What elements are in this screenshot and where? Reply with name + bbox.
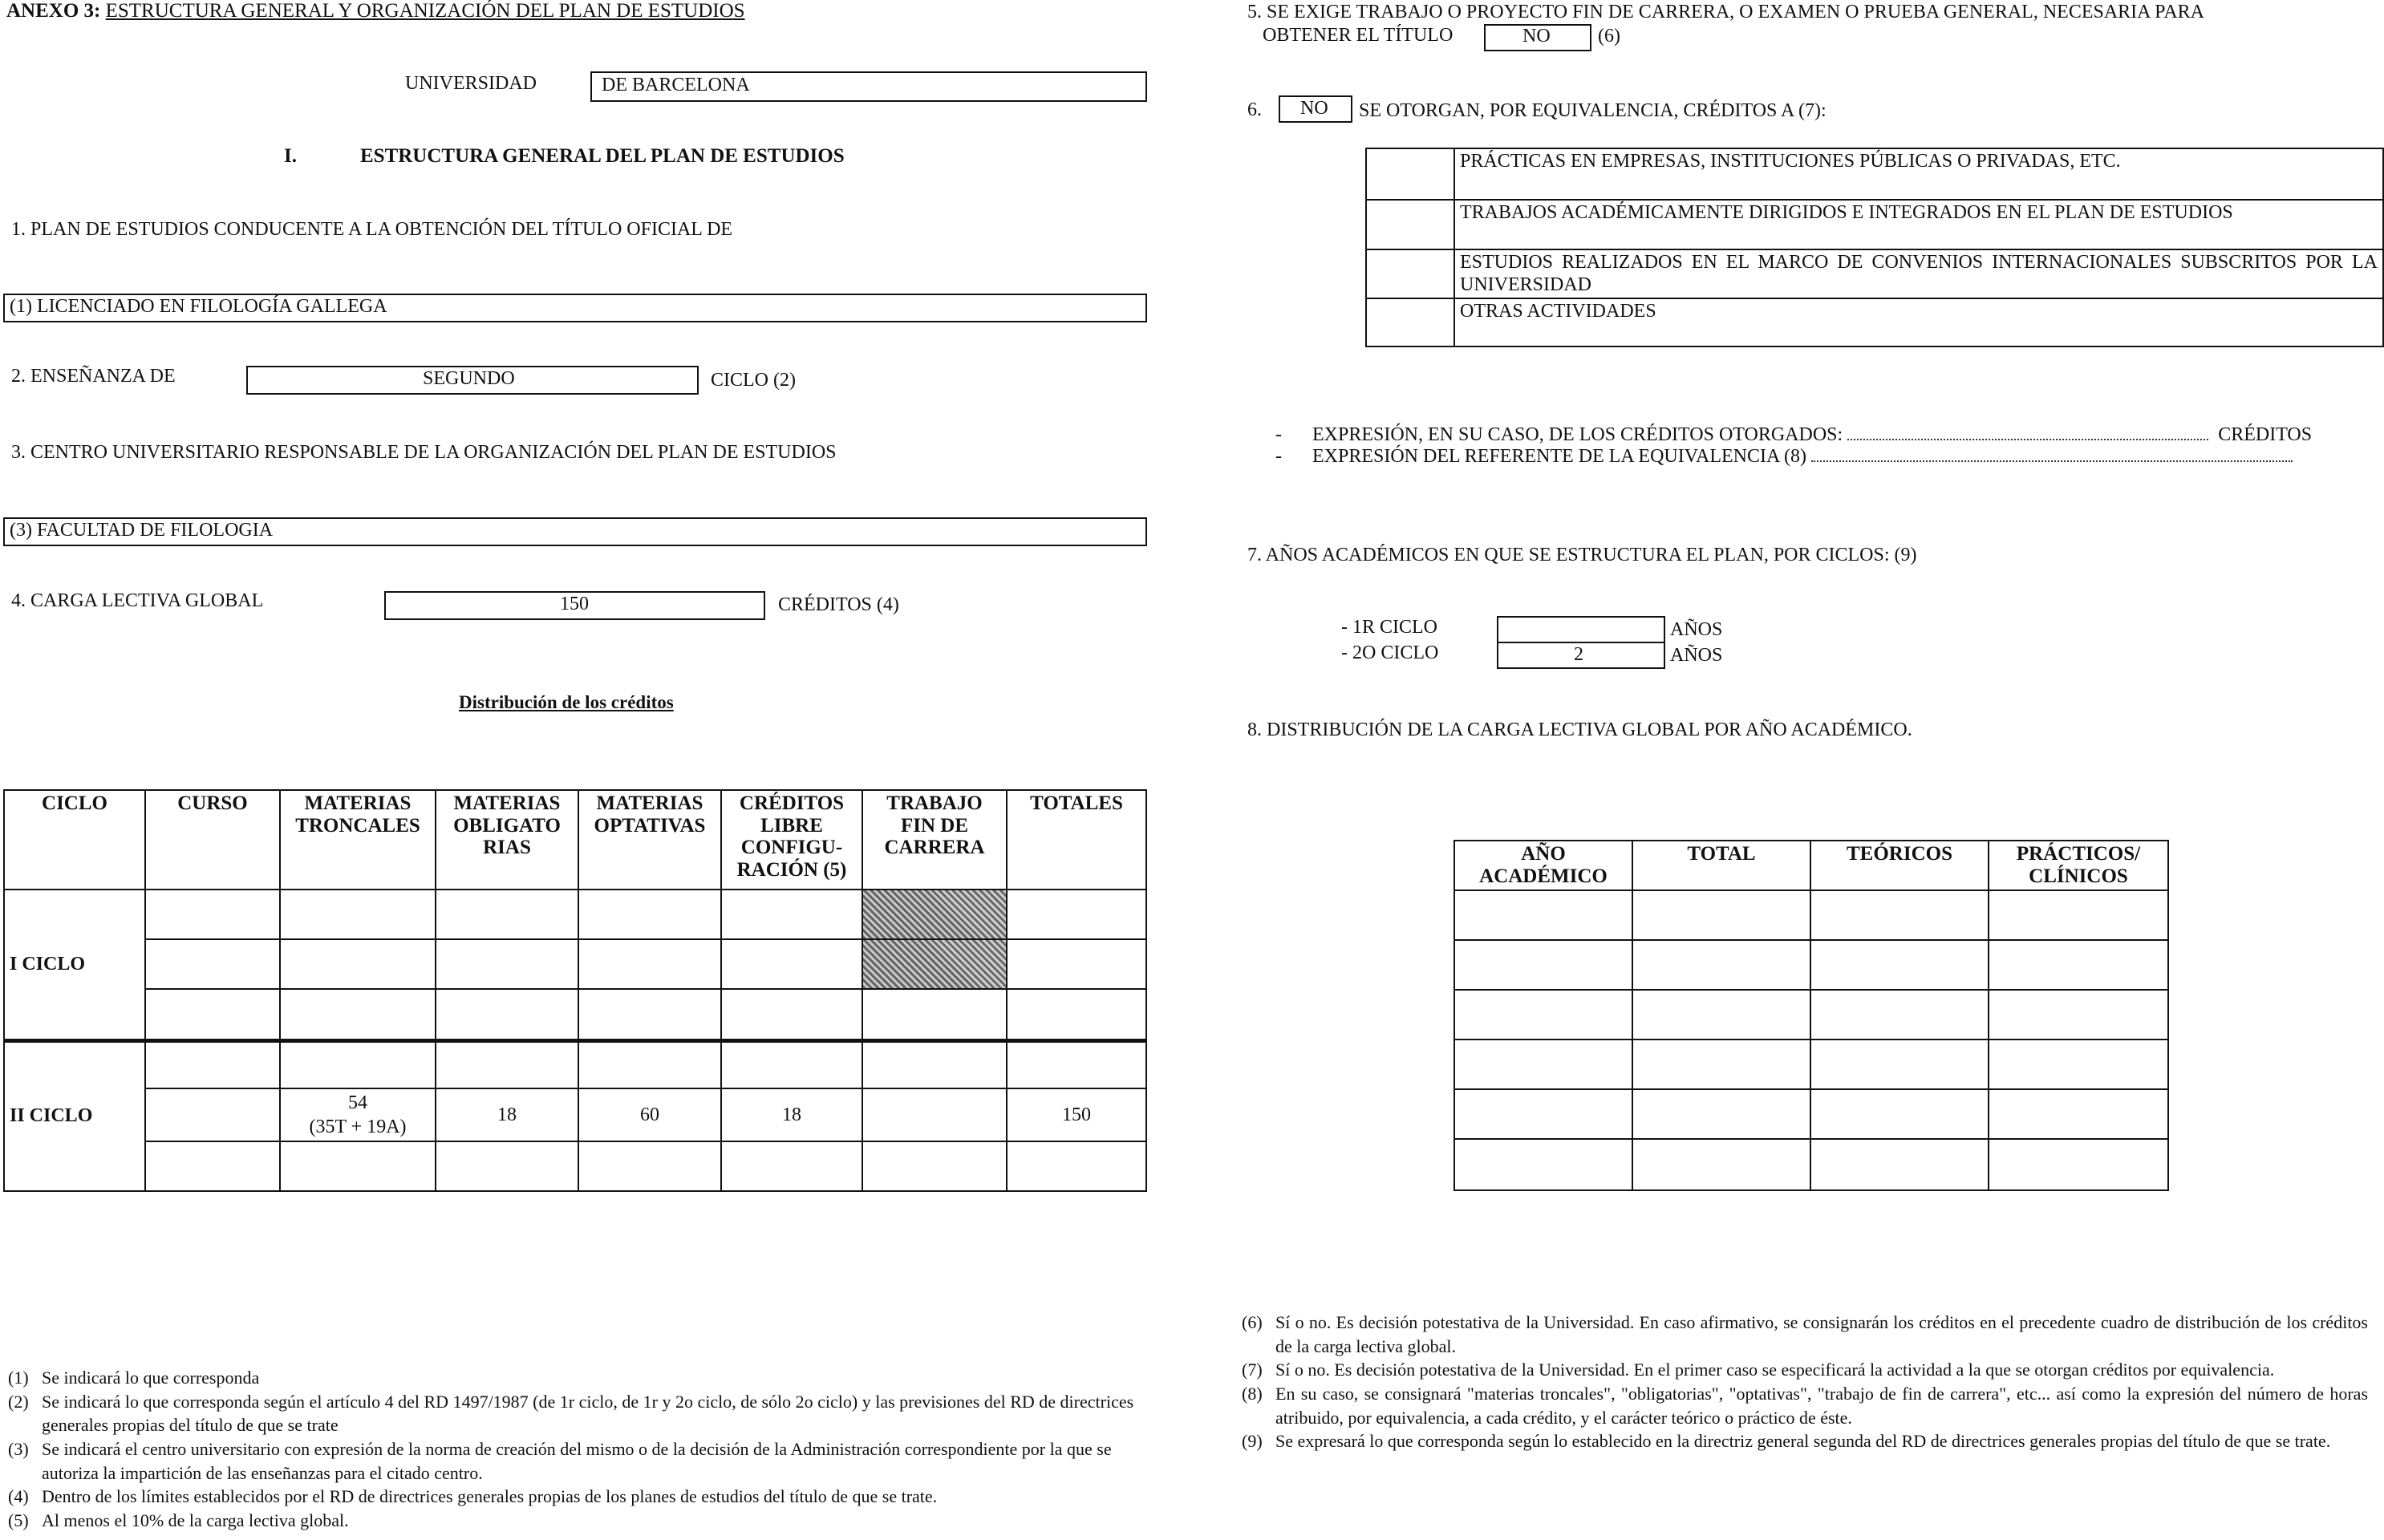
- item2-suffix: CICLO (2): [711, 370, 796, 391]
- table-cell: [145, 989, 280, 1040]
- table-cell: [436, 1040, 578, 1088]
- table-cell: [1632, 1139, 1810, 1190]
- item7-label: 7. AÑOS ACADÉMICOS EN QUE SE ESTRUCTURA EL PLAN, POR CICLOS: (9): [1247, 545, 1917, 565]
- footnote: (6) Sí o no. Es decisión potestativa de la Universidad. En caso afirmativo, se consignarán los créditos en el precedente cuadro de distribución de los créditos de la carga lectiva global.: [1242, 1312, 2368, 1356]
- table-cell: [1632, 1089, 1810, 1139]
- ciclo1-row-label: - 1R CICLO: [1341, 617, 1437, 638]
- footnote: (8) En su caso, se consignará "materias troncales", "obligatorias", "optativas", "trabajo de fin de carrera", etc... así como la expresión del número de horas atribuido, por equivalencia, a cada crédito, y el carácter teórico o práctico de éste.: [1242, 1384, 2368, 1428]
- item6-label: SE OTORGAN, POR EQUIVALENCIA, CRÉDITOS A (7):: [1359, 100, 1827, 121]
- table-cell: [1632, 990, 1810, 1040]
- table-cell: [578, 989, 721, 1040]
- item5-line1: 5. SE EXIGE TRABAJO O PROYECTO FIN DE CARRERA, O EXAMEN O PRUEBA GENERAL, NECESARIA PARA: [1247, 2, 2204, 22]
- table-row: [4, 890, 1146, 939]
- table-cell: [145, 939, 280, 989]
- item1-label: 1. PLAN DE ESTUDIOS CONDUCENTE A LA OBTENCIÓN DEL TÍTULO OFICIAL DE: [11, 219, 733, 240]
- table-cell: [1366, 298, 1454, 346]
- table-row: [1454, 990, 2168, 1040]
- table-cell: [1007, 989, 1146, 1040]
- item6-value: NO: [1300, 98, 1328, 119]
- table-cell: [1810, 1040, 1989, 1089]
- table-row: [1366, 200, 2383, 249]
- anexo-header: [6, 0, 745, 22]
- table-cell: [1810, 940, 1989, 990]
- footnote: (5) Al menos el 10% de la carga lectiva global.: [8, 1510, 349, 1531]
- table-cell: [280, 1141, 436, 1191]
- col-total: TOTAL: [1632, 841, 1810, 890]
- dotted-leader: [1811, 460, 2293, 462]
- col-ciclo: CICLO: [4, 790, 145, 890]
- optativas-value: 60: [578, 1088, 721, 1141]
- table-cell: [280, 989, 436, 1040]
- dotted-leader: [1847, 439, 2208, 440]
- credits-header-row: [4, 790, 1146, 890]
- table-row: [1454, 1139, 2168, 1190]
- item2-label: 2. ENSEÑANZA DE: [11, 366, 176, 387]
- table-cell: [578, 1040, 721, 1088]
- table-cell: [1454, 1089, 1632, 1139]
- trabajo-value: [862, 1088, 1007, 1141]
- ciclo1-label: I CICLO: [4, 890, 145, 1040]
- table-cell: [1632, 1040, 1810, 1089]
- troncales-detail: (35T + 19A): [309, 1116, 407, 1137]
- footnotes-right: [1242, 1311, 2373, 1453]
- table-cell: [1007, 1141, 1146, 1191]
- table-row: [1366, 148, 2383, 200]
- item5-line2: OBTENER EL TÍTULO: [1263, 25, 1454, 46]
- table-cell: [145, 1088, 280, 1141]
- table-cell: [1989, 1139, 2168, 1190]
- table-cell: [1454, 1040, 1632, 1089]
- table-row: [1454, 1089, 2168, 1139]
- col-ano-academico: AÑO ACADÉMICO: [1454, 841, 1632, 890]
- equivalencia-convenios: ESTUDIOS REALIZADOS EN EL MARCO DE CONVENIOS INTERNACIONALES SUBSCRITOS POR LA UNIVERSIDAD: [1454, 249, 2383, 298]
- troncales-total: 54: [348, 1092, 367, 1113]
- section-number: I.: [284, 145, 297, 167]
- table-cell: [1632, 940, 1810, 990]
- item3-value: (3) FACULTAD DE FILOLOGIA: [10, 520, 274, 541]
- table-cell: [280, 939, 436, 989]
- section-title: ESTRUCTURA GENERAL DEL PLAN DE ESTUDIOS: [360, 145, 845, 167]
- item4-value: 150: [560, 594, 589, 614]
- ciclo2-unit: AÑOS: [1670, 645, 1723, 666]
- credits-table: [3, 789, 1147, 1192]
- table-row: [4, 1040, 1146, 1088]
- footnotes-left: [8, 1366, 1147, 1533]
- shaded-cell: [862, 939, 1007, 989]
- table-row: [1454, 1040, 2168, 1089]
- expr1-suffix: CRÉDITOS: [2218, 424, 2313, 445]
- table-cell: [1989, 1089, 2168, 1139]
- anexo-title: ESTRUCTURA GENERAL Y ORGANIZACIÓN DEL PLAN DE ESTUDIOS: [105, 0, 745, 22]
- expr1-label: EXPRESIÓN, EN SU CASO, DE LOS CRÉDITOS OTORGADOS:: [1312, 424, 1843, 445]
- footnote: (4) Dentro de los límites establecidos por el RD de directrices generales propias de los planes de estudios del título de que se trate.: [8, 1486, 938, 1507]
- table-cell: [1989, 940, 2168, 990]
- table-cell: [1366, 200, 1454, 249]
- ciclo1-unit: AÑOS: [1670, 619, 1723, 640]
- table-row: [1454, 890, 2168, 940]
- table-cell: [1007, 939, 1146, 989]
- table-cell: [280, 890, 436, 939]
- table-cell: [1989, 1040, 2168, 1089]
- col-obligatorias: MATERIAS OBLIGATO RIAS: [436, 790, 578, 890]
- anexo-label: ANEXO 3:: [6, 0, 101, 22]
- equivalencia-trabajos: TRABAJOS ACADÉMICAMENTE DIRIGIDOS E INTEGRADOS EN EL PLAN DE ESTUDIOS: [1454, 200, 2383, 249]
- footnote: (1) Se indicará lo que corresponda: [8, 1368, 260, 1388]
- table-cell: [862, 1040, 1007, 1088]
- troncales-cell: [280, 1088, 436, 1141]
- table-row: [1366, 298, 2383, 346]
- table-cell: [1454, 1139, 1632, 1190]
- footnote: (3) Se indicará el centro universitario con expresión de la norma de creación del mismo o de la decisión de la Administración correspondiente por la que se autoriza la impartición de las enseñanzas para el citado centro.: [8, 1439, 1112, 1483]
- shaded-cell: [862, 890, 1007, 939]
- footnote: (9) Se expresará lo que corresponda según lo establecido en la directriz general segunda del RD de directrices generales propias del título de que se trate.: [1242, 1431, 2331, 1452]
- annual-distribution-table: [1454, 840, 2169, 1191]
- table-cell: [578, 890, 721, 939]
- col-curso: CURSO: [145, 790, 280, 890]
- col-trabajo-fin-carrera: TRABAJO FIN DE CARRERA: [862, 790, 1007, 890]
- table-cell: [1810, 1089, 1989, 1139]
- table-cell: [436, 1141, 578, 1191]
- table-cell: [1454, 890, 1632, 940]
- equivalencia-table: [1365, 148, 2384, 347]
- obligatorias-value: 18: [436, 1088, 578, 1141]
- table-cell: [1810, 990, 1989, 1040]
- table-row: [4, 1088, 1146, 1141]
- table-cell: [1989, 990, 2168, 1040]
- annual-header-row: [1454, 841, 2168, 890]
- ciclo2-years-value: 2: [1574, 644, 1583, 665]
- table-cell: [1454, 940, 1632, 990]
- table-cell: [1810, 890, 1989, 940]
- equivalencia-practicas: PRÁCTICAS EN EMPRESAS, INSTITUCIONES PÚBLICAS O PRIVADAS, ETC.: [1454, 148, 2383, 200]
- universidad-value: DE BARCELONA: [602, 75, 750, 95]
- libre-value: 18: [721, 1088, 862, 1141]
- table-cell: [721, 890, 862, 939]
- table-cell: [145, 1141, 280, 1191]
- table-cell: [721, 1040, 862, 1088]
- table-cell: [721, 989, 862, 1040]
- table-row: [1366, 249, 2383, 298]
- item1-value: (1) LICENCIADO EN FILOLOGÍA GALLEGA: [10, 296, 387, 317]
- footnote: (7) Sí o no. Es decisión potestativa de la Universidad. En el primer caso se especificará la actividad a la que se otorgan créditos por equivalencia.: [1242, 1360, 2275, 1380]
- table-row: [4, 939, 1146, 989]
- item4-label: 4. CARGA LECTIVA GLOBAL: [11, 590, 264, 611]
- ciclo1-years-field: [1497, 616, 1665, 643]
- expr2-row: [1275, 446, 2355, 467]
- ciclo2-label: II CICLO: [4, 1040, 145, 1191]
- table-cell: [280, 1040, 436, 1088]
- table-cell: [1007, 890, 1146, 939]
- table-cell: [1989, 890, 2168, 940]
- table-cell: [721, 1141, 862, 1191]
- table-cell: [578, 939, 721, 989]
- table-row: [4, 989, 1146, 1040]
- table-cell: [1632, 890, 1810, 940]
- item3-label: 3. CENTRO UNIVERSITARIO RESPONSABLE DE LA ORGANIZACIÓN DEL PLAN DE ESTUDIOS: [11, 442, 837, 463]
- table-cell: [436, 939, 578, 989]
- item6-number: 6.: [1247, 99, 1262, 120]
- table-row: [4, 1141, 1146, 1191]
- universidad-label: UNIVERSIDAD: [405, 73, 537, 94]
- col-optativas: MATERIAS OPTATIVAS: [578, 790, 721, 890]
- item2-value: SEGUNDO: [423, 368, 515, 389]
- totales-value: 150: [1007, 1088, 1146, 1141]
- col-libre-configuracion: CRÉDITOS LIBRE CONFIGU- RACIÓN (5): [721, 790, 862, 890]
- table-cell: [862, 1141, 1007, 1191]
- distribucion-title: Distribución de los créditos: [459, 692, 674, 712]
- expr1-row: [1275, 424, 2355, 445]
- table-cell: [1366, 249, 1454, 298]
- bullet: -: [1275, 424, 1282, 445]
- item8-label: 8. DISTRIBUCIÓN DE LA CARGA LECTIVA GLOBAL POR AÑO ACADÉMICO.: [1247, 719, 1912, 740]
- table-cell: [145, 1040, 280, 1088]
- table-cell: [721, 939, 862, 989]
- table-cell: [1366, 148, 1454, 200]
- equivalencia-otras: OTRAS ACTIVIDADES: [1454, 298, 2383, 346]
- expr2-label: EXPRESIÓN DEL REFERENTE DE LA EQUIVALENCIA (8): [1312, 446, 1806, 467]
- table-cell: [578, 1141, 721, 1191]
- table-cell: [862, 989, 1007, 1040]
- table-cell: [436, 890, 578, 939]
- table-cell: [1810, 1139, 1989, 1190]
- footnote: (2) Se indicará lo que corresponda según el artículo 4 del RD 1497/1987 (de 1r ciclo, de 1r y 2o ciclo, de sólo 2o ciclo) y las previsiones del RD de directrices generales propias del título de que se trate: [8, 1391, 1134, 1436]
- table-row: [1454, 940, 2168, 990]
- col-totales: TOTALES: [1007, 790, 1146, 890]
- col-troncales: MATERIAS TRONCALES: [280, 790, 436, 890]
- col-practicos: PRÁCTICOS/ CLÍNICOS: [1989, 841, 2168, 890]
- ciclo2-row-label: - 2O CICLO: [1341, 642, 1439, 663]
- table-cell: [436, 989, 578, 1040]
- item5-suffix: (6): [1598, 26, 1620, 47]
- item4-suffix: CRÉDITOS (4): [778, 594, 899, 615]
- bullet: -: [1275, 446, 1282, 467]
- table-cell: [145, 890, 280, 939]
- table-cell: [1007, 1040, 1146, 1088]
- table-cell: [1454, 990, 1632, 1040]
- col-teoricos: TEÓRICOS: [1810, 841, 1989, 890]
- item5-value: NO: [1522, 26, 1551, 47]
